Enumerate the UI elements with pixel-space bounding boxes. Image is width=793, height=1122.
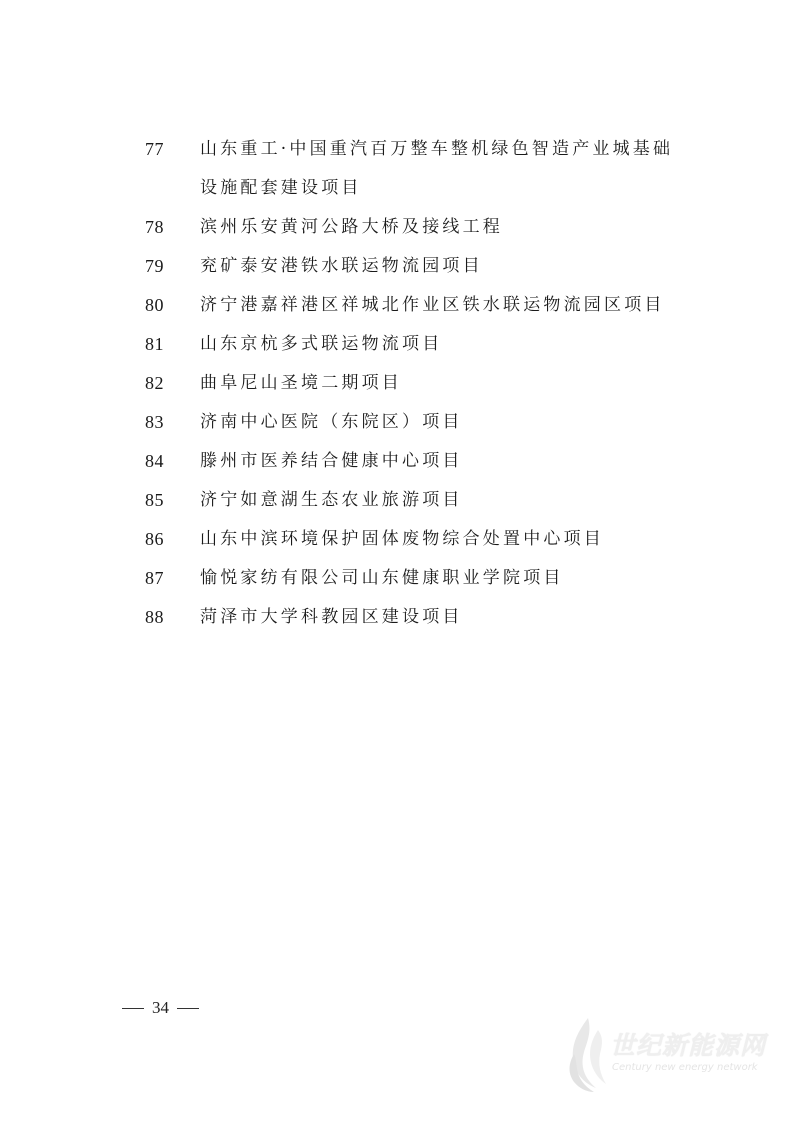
item-number: 88	[145, 607, 164, 627]
list-item	[145, 559, 685, 598]
item-number: 78	[145, 217, 164, 237]
item-text: 菏泽市大学科教园区建设项目	[200, 607, 463, 627]
page-number: 34	[152, 998, 169, 1017]
footer-dash-left	[122, 1008, 144, 1009]
list-item	[145, 403, 685, 442]
watermark	[562, 1010, 777, 1100]
project-list	[145, 130, 685, 637]
list-item	[145, 364, 685, 403]
item-number: 82	[145, 373, 164, 393]
item-text: 兖矿泰安港铁水联运物流园项目	[200, 256, 483, 276]
item-number: 87	[145, 568, 164, 588]
page-footer	[122, 998, 199, 1018]
footer-dash-right	[177, 1008, 199, 1009]
list-item	[145, 598, 685, 637]
watermark-subtitle: Century new energy network	[612, 1062, 758, 1073]
item-text: 愉悦家纺有限公司山东健康职业学院项目	[200, 568, 564, 588]
item-number: 77	[145, 139, 164, 159]
item-text: 曲阜尼山圣境二期项目	[200, 373, 402, 393]
list-item	[145, 325, 685, 364]
item-number: 79	[145, 256, 164, 276]
list-item	[145, 247, 685, 286]
item-text: 山东京杭多式联运物流项目	[200, 334, 443, 354]
list-item	[145, 520, 685, 559]
item-text: 济宁港嘉祥港区祥城北作业区铁水联运物流园区项目	[200, 295, 665, 315]
item-number: 84	[145, 451, 164, 471]
item-text: 滨州乐安黄河公路大桥及接线工程	[200, 217, 503, 237]
list-item	[145, 130, 685, 208]
item-text: 山东重工·中国重汽百万整车整机绿色智造产业城基础设施配套建设项目	[200, 139, 674, 198]
list-item	[145, 442, 685, 481]
item-number: 86	[145, 529, 164, 549]
item-number: 85	[145, 490, 164, 510]
list-item	[145, 481, 685, 520]
item-text: 山东中滨环境保护固体废物综合处置中心项目	[200, 529, 604, 549]
item-text: 滕州市医养结合健康中心项目	[200, 451, 463, 471]
watermark-title: 世纪新能源网	[610, 1031, 767, 1060]
list-item	[145, 286, 685, 325]
item-number: 83	[145, 412, 164, 432]
item-text: 济南中心医院（东院区）项目	[200, 412, 463, 432]
list-item	[145, 208, 685, 247]
item-number: 80	[145, 295, 164, 315]
item-number: 81	[145, 334, 164, 354]
item-text: 济宁如意湖生态农业旅游项目	[200, 490, 463, 510]
flame-logo-icon	[562, 1014, 608, 1094]
